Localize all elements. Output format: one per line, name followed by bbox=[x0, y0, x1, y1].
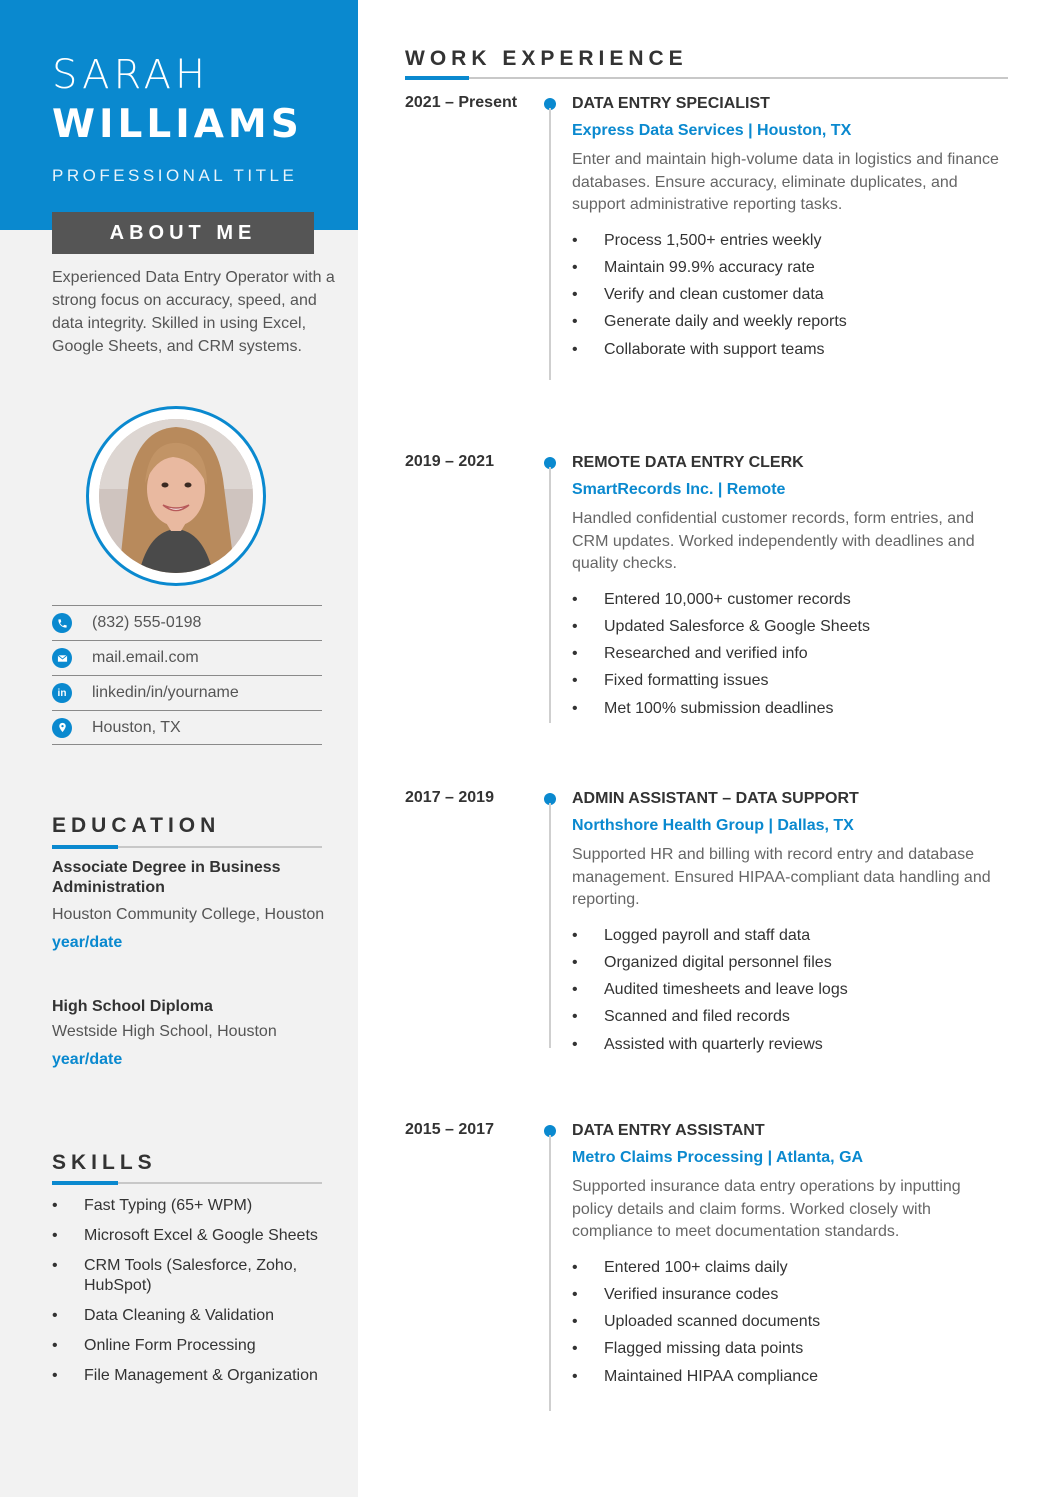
education-rule-accent bbox=[52, 845, 118, 849]
job-bullet: • Verify and clean customer data bbox=[572, 281, 1002, 308]
skill-item: • Microsoft Excel & Google Sheets bbox=[52, 1226, 332, 1246]
job-bullet: • Logged payroll and staff data bbox=[572, 922, 1002, 949]
education-item bbox=[52, 858, 332, 952]
contact-linkedin bbox=[52, 675, 322, 710]
job-bullet: • Maintained HIPAA compliance bbox=[572, 1363, 1002, 1390]
job-dates: 2015 – 2017 bbox=[405, 1121, 494, 1138]
job-bullet: • Process 1,500+ entries weekly bbox=[572, 227, 1002, 254]
portrait-illustration bbox=[99, 419, 253, 573]
timeline-line bbox=[549, 467, 551, 723]
job-title: DATA ENTRY ASSISTANT bbox=[572, 1122, 765, 1139]
contact-phone bbox=[52, 605, 322, 640]
education-item bbox=[52, 997, 332, 1069]
job-bullet-list bbox=[572, 227, 1002, 363]
job-dates: 2017 – 2019 bbox=[405, 789, 494, 806]
job-bullet: • Scanned and filed records bbox=[572, 1003, 1002, 1030]
job-company: Express Data Services | Houston, TX bbox=[572, 122, 852, 139]
skill-item: • Online Form Processing bbox=[52, 1336, 332, 1356]
job-dates: 2021 – Present bbox=[405, 94, 518, 111]
skills-rule-accent bbox=[52, 1181, 118, 1185]
education-rule bbox=[52, 846, 322, 848]
education-school: Houston Community College, Houston bbox=[52, 906, 325, 923]
job-body bbox=[572, 453, 1002, 722]
job-description: Handled confidential customer records, form entries, and CRM updates. Worked independently with deadlines and quality checks. bbox=[572, 510, 975, 572]
skill-item: • File Management & Organization bbox=[52, 1366, 332, 1386]
job-bullet: • Met 100% submission deadlines bbox=[572, 695, 1002, 722]
contact-location-text: Houston, TX bbox=[92, 718, 181, 736]
job-bullet: • Fixed formatting issues bbox=[572, 667, 1002, 694]
skill-item: • Fast Typing (65+ WPM) bbox=[52, 1196, 332, 1216]
job-description: Supported HR and billing with record entry and database management. Ensured HIPAA-compliant data handling and reporting. bbox=[572, 846, 991, 908]
job-dates: 2019 – 2021 bbox=[405, 453, 494, 470]
last-name: WILLIAMS bbox=[52, 102, 303, 147]
job-bullet-list bbox=[572, 586, 1002, 722]
contact-location bbox=[52, 710, 322, 745]
job-company: SmartRecords Inc. | Remote bbox=[572, 481, 786, 498]
skills-rule bbox=[52, 1182, 322, 1184]
job-bullet: • Organized digital personnel files bbox=[572, 949, 1002, 976]
about-heading: ABOUT ME bbox=[52, 212, 314, 254]
job-body bbox=[572, 1121, 1002, 1390]
professional-title: PROFESSIONAL TITLE bbox=[52, 166, 298, 185]
contact-list bbox=[52, 605, 322, 745]
job-company: Northshore Health Group | Dallas, TX bbox=[572, 817, 854, 834]
education-school: Westside High School, Houston bbox=[52, 1023, 277, 1040]
job-description: Enter and maintain high-volume data in logistics and finance databases. Ensure accuracy, eliminate duplicates, and support administrative reporting tasks. bbox=[572, 151, 999, 213]
phone-icon bbox=[52, 613, 72, 633]
job-bullet-list bbox=[572, 1254, 1002, 1390]
education-degree: Associate Degree in Business Administration bbox=[52, 859, 281, 896]
email-icon bbox=[52, 648, 72, 668]
about-text: Experienced Data Entry Operator with a strong focus on accuracy, speed, and data integrity. Skilled in using Excel, Google Sheets, and CRM systems. bbox=[52, 269, 335, 355]
job-body bbox=[572, 94, 1002, 363]
job-bullet: • Assisted with quarterly reviews bbox=[572, 1031, 1002, 1058]
job-bullet: • Uploaded scanned documents bbox=[572, 1308, 1002, 1335]
contact-phone-text[interactable]: (832) 555-0198 bbox=[92, 614, 202, 631]
skill-item: • CRM Tools (Salesforce, Zoho, HubSpot) bbox=[52, 1256, 332, 1296]
contact-linkedin-text[interactable]: linkedin/in/yourname bbox=[92, 684, 239, 701]
skills-list bbox=[52, 1196, 332, 1396]
job-bullet: • Verified insurance codes bbox=[572, 1281, 1002, 1308]
job-bullet: • Entered 10,000+ customer records bbox=[572, 586, 1002, 613]
skills-heading: SKILLS bbox=[52, 1151, 157, 1174]
work-rule-accent bbox=[405, 76, 469, 80]
job-bullet: • Flagged missing data points bbox=[572, 1335, 1002, 1362]
timeline-line bbox=[549, 803, 551, 1048]
job-title: REMOTE DATA ENTRY CLERK bbox=[572, 454, 804, 471]
profile-photo bbox=[99, 419, 253, 573]
job-description: Supported insurance data entry operations by inputting policy details and claim forms. Worked closely with compliance to meet documentation standards. bbox=[572, 1178, 961, 1240]
skill-item: • Data Cleaning & Validation bbox=[52, 1306, 332, 1326]
contact-email-text[interactable]: mail.email.com bbox=[92, 649, 199, 666]
job-bullet: • Collaborate with support teams bbox=[572, 336, 1002, 363]
work-experience-heading: WORK EXPERIENCE bbox=[405, 47, 688, 70]
job-bullet: • Generate daily and weekly reports bbox=[572, 308, 1002, 335]
name-header bbox=[0, 0, 358, 230]
job-bullet: • Updated Salesforce & Google Sheets bbox=[572, 613, 1002, 640]
job-bullet: • Maintain 99.9% accuracy rate bbox=[572, 254, 1002, 281]
first-name: SARAH bbox=[52, 52, 210, 98]
job-title: ADMIN ASSISTANT – DATA SUPPORT bbox=[572, 790, 859, 807]
job-bullet-list bbox=[572, 922, 1002, 1058]
education-heading: EDUCATION bbox=[52, 814, 221, 837]
linkedin-icon: in bbox=[52, 683, 72, 703]
timeline-line bbox=[549, 108, 551, 380]
profile-photo-ring bbox=[86, 406, 266, 586]
education-date: year/date bbox=[52, 934, 123, 951]
timeline-line bbox=[549, 1135, 551, 1411]
job-bullet: • Audited timesheets and leave logs bbox=[572, 976, 1002, 1003]
job-title: DATA ENTRY SPECIALIST bbox=[572, 95, 770, 112]
education-date: year/date bbox=[52, 1051, 123, 1068]
work-experience-rule bbox=[405, 77, 1008, 79]
job-bullet: • Researched and verified info bbox=[572, 640, 1002, 667]
job-company: Metro Claims Processing | Atlanta, GA bbox=[572, 1149, 864, 1166]
contact-email bbox=[52, 640, 322, 675]
job-bullet: • Entered 100+ claims daily bbox=[572, 1254, 1002, 1281]
location-icon bbox=[52, 718, 72, 738]
job-body bbox=[572, 789, 1002, 1058]
education-degree: High School Diploma bbox=[52, 998, 213, 1015]
